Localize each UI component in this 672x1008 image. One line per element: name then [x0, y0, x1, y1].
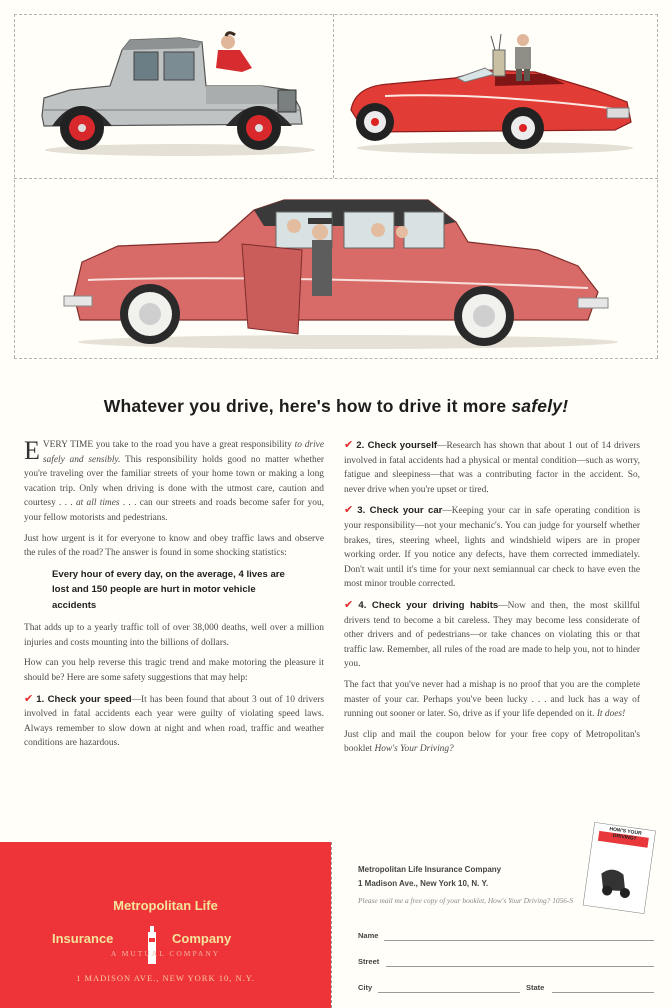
- right-dashed-border: [657, 14, 658, 358]
- state-label: State: [526, 983, 545, 992]
- coupon-company-name: Metropolitan Life Insurance Company: [358, 865, 502, 874]
- intro-text-c: . . . can our streets and roads become safer for you, your fellow motorists and pedestrians.: [24, 498, 324, 523]
- right-body-column: [344, 438, 640, 763]
- intro-text-b: This responsibility holds good no matter whether you're traveling over the familiar streets of your home town or making a long vacation trip. Only when driving is done with the utmost care, caution and courtesy . . .: [24, 454, 324, 509]
- family-sedan-illustration: [58, 192, 618, 354]
- statistic-callout: Every hour of every day, on the average, 4 lives are lost and 150 people are hurt in motor vehicle accidents: [52, 568, 285, 611]
- city-field[interactable]: [378, 992, 520, 993]
- intro-text-a: VERY TIME you take to the road you have a great responsibility: [42, 440, 295, 450]
- company-name-line-1: Metropolitan Life: [113, 898, 218, 913]
- step-1-title: 1. Check your speed: [36, 693, 132, 705]
- headline-main: Whatever you drive, here's how to drive it more: [103, 396, 512, 416]
- left-body-column: [24, 438, 324, 757]
- coupon-address: 1 Madison Ave., New York 10, N. Y.: [358, 879, 489, 888]
- intro-italic-a: to drive safely and sensibly.: [42, 440, 324, 465]
- checkmark-icon: ✔: [24, 691, 34, 705]
- closing-paragraph-1: [344, 678, 640, 722]
- step-3-body: —Keeping your car in safe operating condition is your responsibility—not your mechanic's. You can judge for yourself whether brakes, tires, steering wheel, lights and windshield wipers are in proper working order. If you notice any defects, have them corrected immediately. Don't wait until it's time for your next semiannual car check to have even the most minor trouble corrected.: [344, 506, 641, 590]
- step-2-body: —Research has shown that about 1 out of 14 drivers involved in fatal accidents had a physical or mental condition—such as worry, fatigue and sleepiness—that was a contributing factor in the accident. So, never drive when you're upset or tired.: [344, 441, 641, 495]
- checkmark-icon: ✔: [344, 438, 354, 451]
- closing-italic-a: It does!: [596, 709, 626, 720]
- intro-italic-b: at all times: [75, 498, 120, 509]
- closing-text-a: The fact that you've never had a mishap is no proof that you are the complete master of your car. Perhaps you've been lucky . . . and luck has a way of running out sooner or later. So, drive as if your life depended on it.: [344, 679, 640, 720]
- top-dashed-border: [14, 14, 658, 15]
- coupon-request-note: Please mail me a free copy of your booklet, How's Your Driving? 1056-S: [358, 896, 574, 905]
- booklet-illustration: [582, 822, 656, 919]
- horizontal-dashed-divider: [14, 178, 658, 179]
- street-field[interactable]: [386, 966, 654, 967]
- company-logo-panel: [0, 842, 331, 1008]
- closing-paragraph-2: [344, 728, 640, 757]
- middle-dashed-divider: [333, 14, 334, 178]
- mutual-company-line: A MUTUAL COMPANY: [110, 949, 221, 958]
- step-3-title: 3. Check your car: [357, 505, 443, 517]
- drop-cap: E: [24, 436, 40, 465]
- state-field[interactable]: [552, 992, 654, 993]
- step-4-body: —Now and then, the most skillful drivers tend to become a bit careless. They may become less considerate of other drivers and of pedestrians—or take chances on violating this or that traffic law. Remember, all rules of the road are made to help you, not to hinder you.: [344, 600, 641, 670]
- company-name-company: Company: [172, 931, 232, 946]
- headline: [0, 396, 672, 417]
- checkmark-icon: ✔: [344, 503, 354, 517]
- suggestions-paragraph: How can you help reverse this tragic trend and make motoring the pleasure it should be? Here are some safety suggestions that may help:: [24, 658, 324, 684]
- headline-emphasis: safely!: [511, 396, 569, 416]
- statistics-intro-paragraph: Just how urgent is it for everyone to know and obey traffic laws and observe the rules of the road? The answer is found in some shocking statistics:: [24, 533, 324, 559]
- company-address-line: 1 MADISON AVE., NEW YORK 10, N.Y.: [76, 973, 255, 983]
- step-2-paragraph: [344, 438, 640, 497]
- step-4-paragraph: [344, 598, 640, 672]
- bottom-dashed-border: [14, 358, 658, 359]
- left-dashed-border: [14, 14, 15, 358]
- step-4-title: 4. Check your driving habits: [358, 599, 499, 611]
- street-label: Street: [358, 957, 380, 966]
- vintage-silver-car-illustration: [30, 28, 320, 163]
- company-name-insurance: Insurance: [52, 931, 114, 946]
- traffic-toll-paragraph: That adds up to a yearly traffic toll of over 38,000 deaths, well over a million injuries and costs mounting into the billions of dollars.: [24, 623, 324, 648]
- name-label: Name: [358, 931, 379, 940]
- booklet-title-italic: How's Your Driving?: [374, 744, 454, 755]
- step-1-body: —It has been found that about 3 out of 10 drivers involved in fatal accidents each year were guilty of violating speed laws. Always remember to slow down at night and when road, traffic and weather conditions are hazardous.: [24, 694, 325, 749]
- closing-text-b: Just clip and mail the coupon below for your free copy of Metropolitan's booklet: [344, 729, 640, 755]
- step-3-paragraph: [344, 503, 640, 592]
- step-1-paragraph: [24, 692, 324, 751]
- name-field[interactable]: [384, 940, 654, 941]
- city-label: City: [358, 983, 373, 992]
- red-sports-car-illustration: [345, 30, 640, 160]
- booklet-cover-title: HOW'S YOUR DRIVING?: [608, 826, 642, 843]
- checkmark-icon: ✔: [344, 597, 354, 611]
- intro-paragraph: [24, 438, 324, 526]
- step-2-title: 2. Check yourself: [356, 440, 438, 451]
- tower-icon: [145, 926, 159, 964]
